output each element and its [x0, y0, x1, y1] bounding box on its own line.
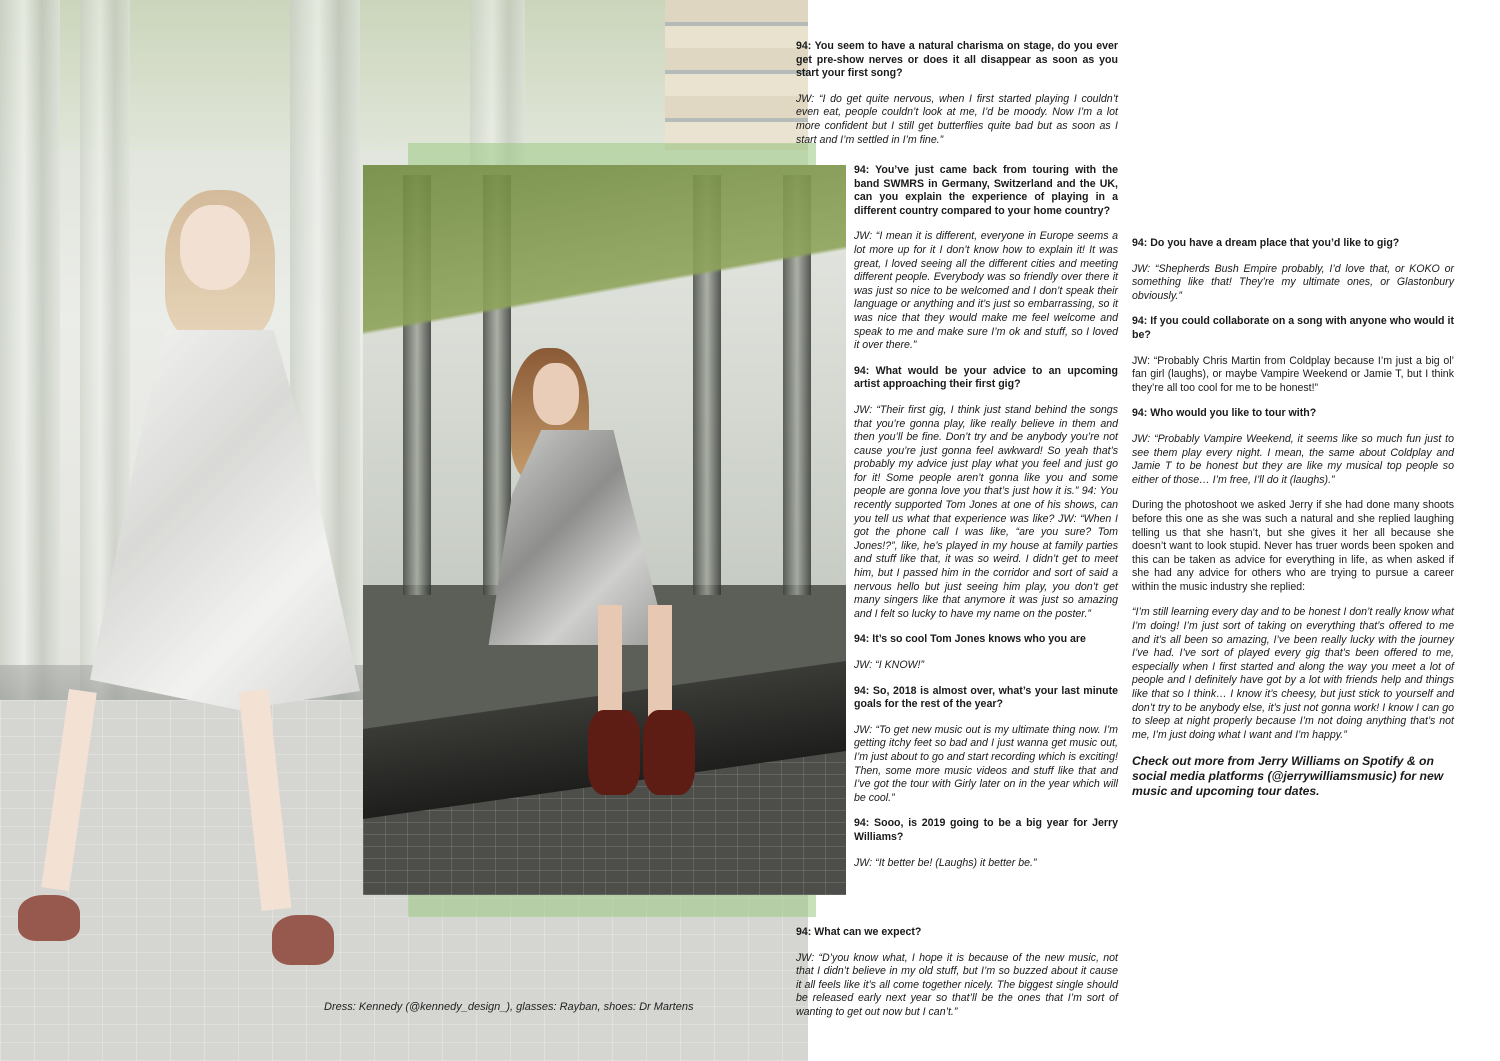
interview-block-bottom — [796, 926, 1118, 1032]
answer: JW: “Shepherds Bush Empire probably, I’d love that, or KOKO or something like that! They’re my ultimate ones, or Glastonbury obviously.” — [1132, 262, 1454, 302]
photo-credits-caption: Dress: Kennedy (@kennedy_design_), glasses: Rayban, shoes: Dr Martens — [324, 1001, 694, 1013]
answer: JW: “I mean it is different, everyone in Europe seems a lot more up for it I don’t know how to explain it! It was great, I loved seeing all the different cities and meeting different people. Everybody was so friendly over there it was just so nice to be welcomed and I don’t speak their language or anything and it’s just so embarrassing, so it was nice that they would make me feel welcome and speak to me and make sure I’m ok and stuff, so I loved it over there.” — [854, 230, 1118, 352]
question: 94: You seem to have a natural charisma on stage, do you ever get pre-show nerves or does it all disappear as soon as you start your first song? — [796, 40, 1118, 80]
answer: JW: “Their first gig, I think just stand behind the songs that you’re gonna play, like really believe in them and then you’ll be fine. Don’t try and be anybody you’re not cause you’re just gonna feel awkward! So yeah that’s probably my advice just play what you feel and just go for it! Some people aren’t gonna like you and some people are gonna love you that’s just how it is.” 94: You recently supported Tom Jones at one of his shows, can you tell us what that experience was like? JW: “When I got the phone call I was like, “are you sure? Tom Jones!?”, like, he’s played in my house at family parties and stuff like that, it was so weird. I didn’t get to meet him, but I passed him in the corridor and sort of said a nervous hello but just seeing him play, you don’t get many singers like that anymore it was just so amazing and I felt so lucky to have my name on the poster.” — [854, 403, 1118, 620]
answer: JW: “Probably Chris Martin from Coldplay because I’m just a big ol’ fan girl (laughs), or maybe Vampire Weekend or Jamie T, but I think they’re all too cool for me to be honest!” — [1132, 354, 1454, 394]
question: 94: What can we expect? — [796, 926, 922, 938]
leg — [648, 605, 672, 725]
question: 94: So, 2018 is almost over, what’s your last minute goals for the rest of the year? — [854, 684, 1118, 711]
answer: JW: “D’you know what, I hope it is because of the new music, not that I didn’t believe in my old stuff, but I’m so buzzed about it cause it all feels like it’s all come together nicely. The biggest single should be released early next year so that’ll be the ones that I’m sort of wanting to get out now but I can’t.” — [796, 951, 1118, 1018]
answer: JW: “It better be! (Laughs) it better be.” — [854, 856, 1037, 869]
interview-block-right — [1132, 237, 1454, 811]
question: 94: Do you have a dream place that you’d like to gig? — [1132, 237, 1400, 249]
question: 94: Who would you like to tour with? — [1132, 407, 1317, 420]
question: 94: You’ve just came back from touring with the band SWMRS in Germany, Switzerland and the UK, can you explain the experience of playing in a different country compared to your home country? — [854, 164, 1118, 217]
call-to-action: Check out more from Jerry Williams on Spotify & on social media platforms (@jerrywilliamsmusic) for new music and upcoming tour dates. — [1132, 754, 1444, 799]
closing-quote: “I’m still learning every day and to be honest I don’t really know what I’m doing! I’m just sort of taking on everything that’s offered to me and it’s all been so amazing, I’ve been really lucky with the journey I’ve had. I’ve sort of played every gig that’s been offered to me, especially when I first started and along the way you meet a lot of people and I definitely have got by a lot with friends help and things like that so I think… I know it’s cheesy, but just stick to yourself and don’t try to be anybody else, it’s just not gonna work! I know I can go to sleep at night properly because I’m not doing anything that’s not me, I’m just doing what I want and I’m happy.” — [1132, 606, 1454, 741]
question: 94: It’s so cool Tom Jones knows who you are — [854, 633, 1086, 646]
interview-block-middle — [854, 164, 1118, 882]
interview-block-top — [796, 40, 1118, 159]
boot — [588, 710, 640, 795]
answer: JW: “I KNOW!” — [854, 659, 925, 671]
question: 94: If you could collaborate on a song with anyone who would it be? — [1132, 315, 1454, 341]
answer: JW: “To get new music out is my ultimate thing now. I’m getting itchy feet so bad and I just wanna get music out, I’m just about to go and start recording which is exciting! Then, some more music videos and stuff like that and I’ve got the tour with Girly later on in the year which will be cool.” — [854, 723, 1118, 804]
answer: JW: “Probably Vampire Weekend, it seems like so much fun just to see them play every night. I mean, the same about Coldplay and Jamie T to be honest but they are like my musical top people so either of those… I’m free, I’ll do it (laughs).” — [1132, 432, 1454, 486]
question: 94: What would be your advice to an upcoming artist approaching their first gig? — [854, 364, 1118, 391]
face — [533, 363, 579, 425]
leg — [598, 605, 622, 725]
answer: JW: “I do get quite nervous, when I first started playing I couldn’t even eat, people couldn’t look at me, I’d be moody. Now I’m a lot more confident but I still get butterflies quite bad but as soon as I start and I’m settled in I’m fine.” — [796, 92, 1118, 146]
question: 94: Sooo, is 2019 going to be a big year for Jerry Williams? — [854, 817, 1118, 843]
closing-paragraph: During the photoshoot we asked Jerry if she had done many shoots before this one as she was such a natural and she replied laughing telling us that she hasn’t, but she gives it her all because she doesn’t want to look stupid. Never has truer words been spoken and this can be taken as advice for everything in life, as when asked if she had any advice for others who are trying to pursue a career within the music industry she replied: — [1132, 499, 1454, 593]
boot — [643, 710, 695, 795]
inset-photo — [363, 165, 846, 895]
